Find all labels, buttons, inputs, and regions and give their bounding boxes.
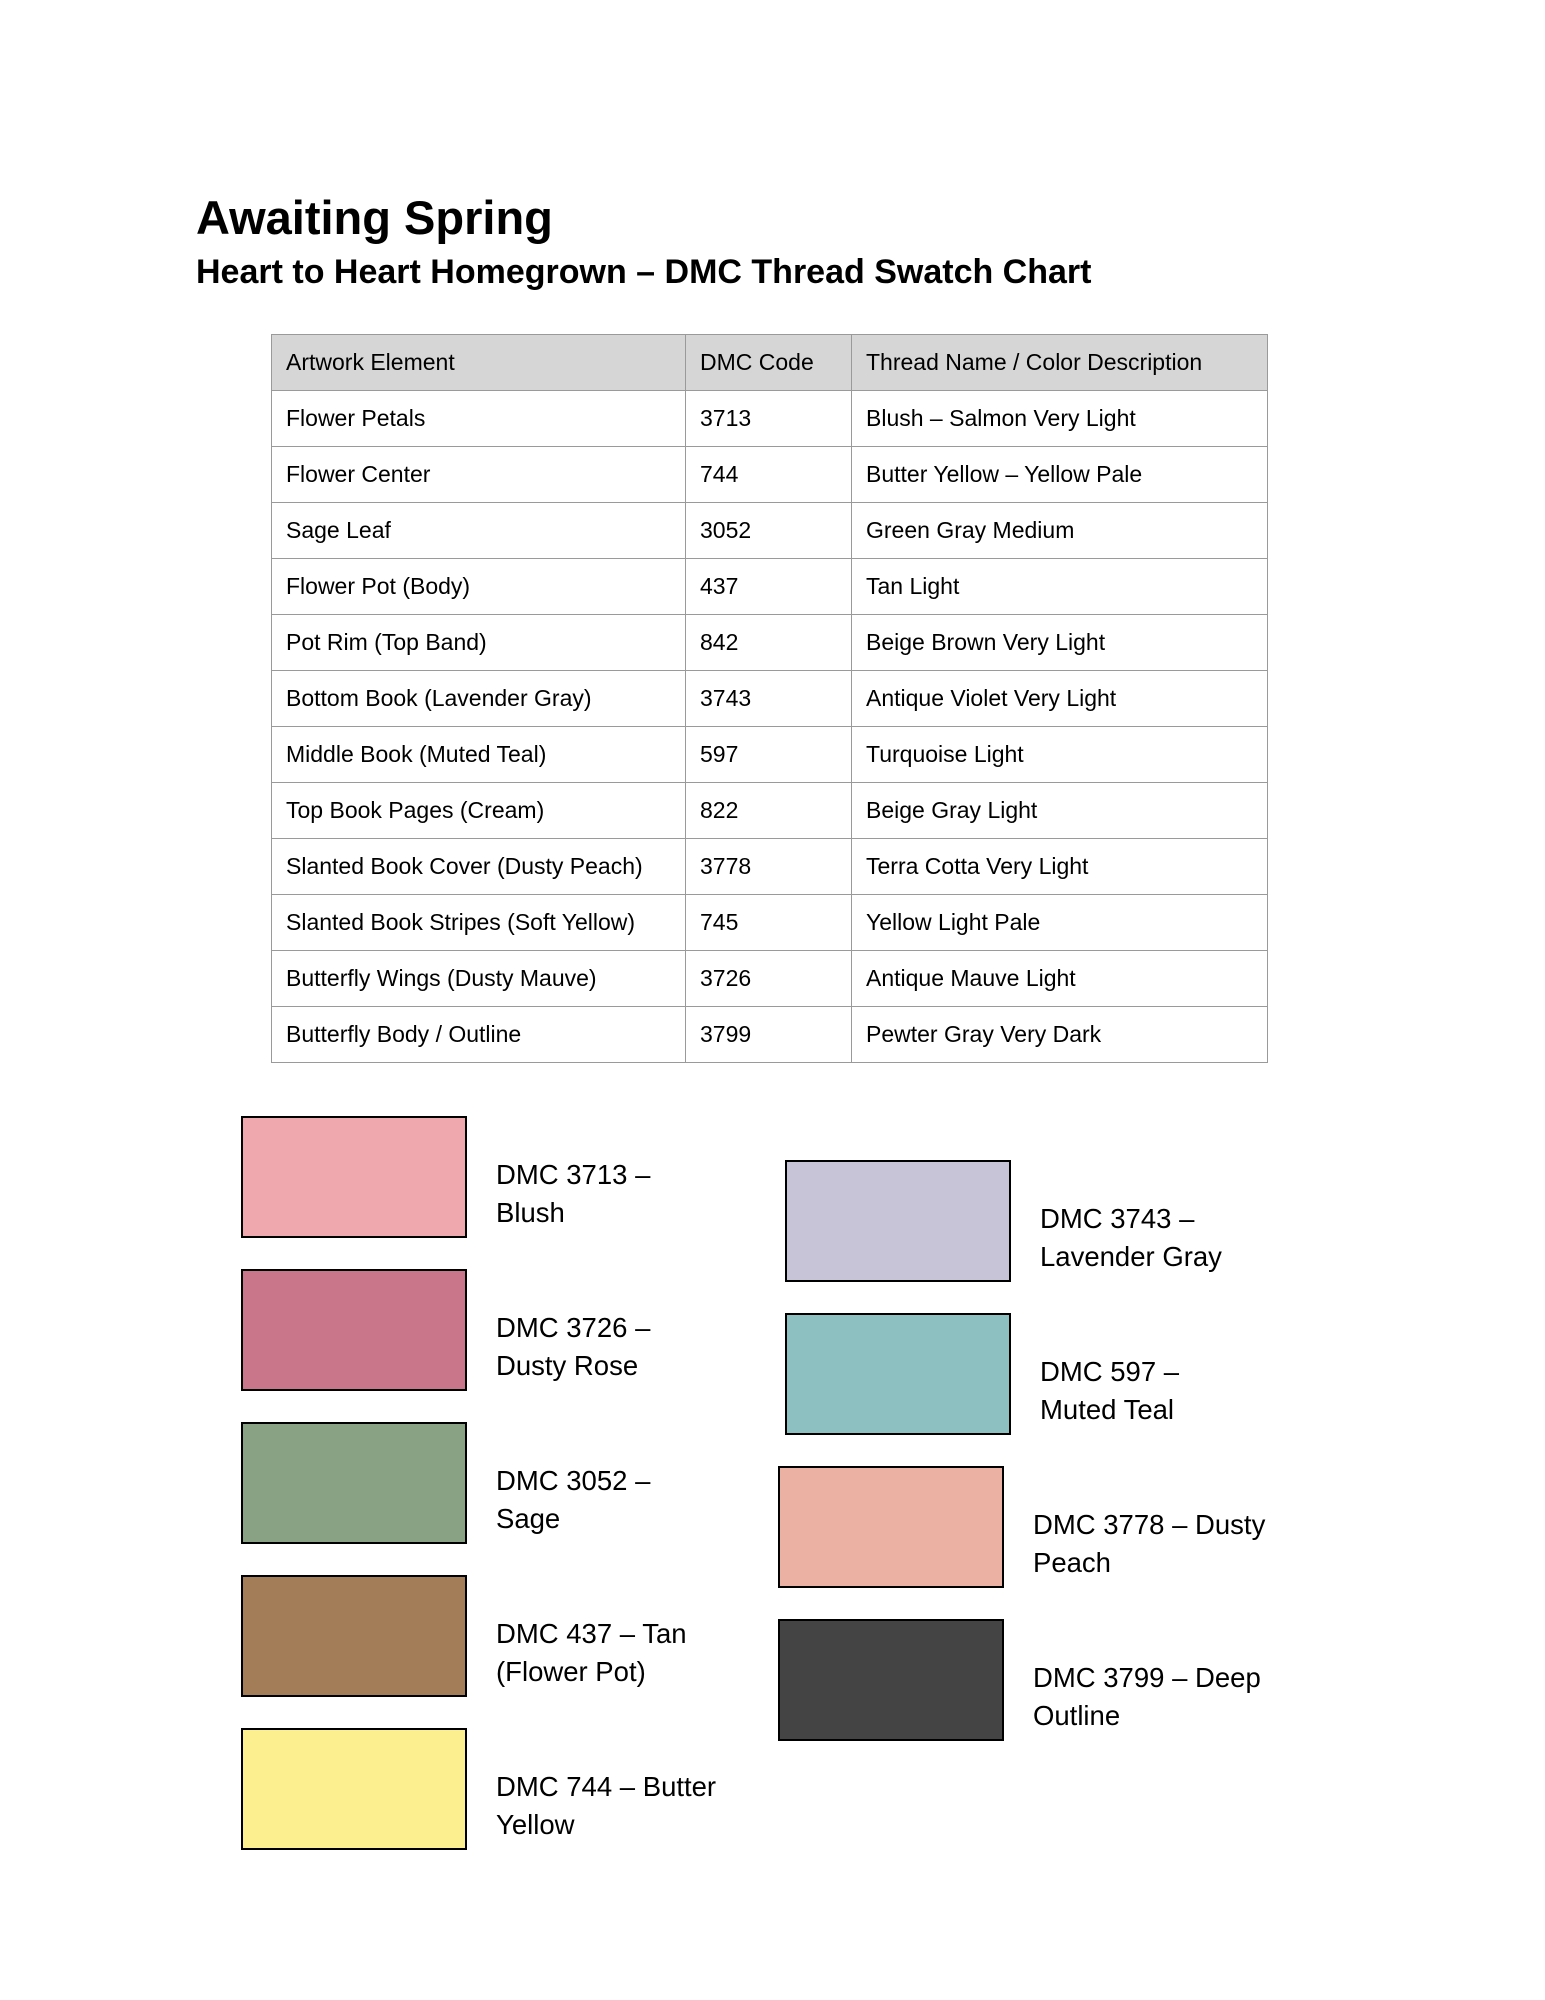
table-row xyxy=(272,951,1268,1007)
swatch-label xyxy=(496,1462,756,1538)
header-thread-name: Thread Name / Color Description xyxy=(852,335,1268,391)
swatch-label xyxy=(1040,1353,1300,1429)
swatch-label-line2: Dusty Rose xyxy=(496,1350,639,1381)
table-row xyxy=(272,559,1268,615)
cell-dmc-code: 3778 xyxy=(686,839,852,895)
table-row xyxy=(272,391,1268,447)
cell-thread-name: Beige Gray Light xyxy=(852,783,1268,839)
cell-dmc-code: 745 xyxy=(686,895,852,951)
cell-thread-name: Turquoise Light xyxy=(852,727,1268,783)
color-swatch xyxy=(241,1269,467,1391)
swatch-label-line2: Blush xyxy=(496,1197,565,1228)
swatch-label xyxy=(1033,1659,1293,1735)
swatch-label xyxy=(1033,1506,1293,1582)
table-header-row xyxy=(272,335,1268,391)
swatch-label-line1: DMC 3778 – Dusty xyxy=(1033,1509,1266,1540)
swatch-label-line2: (Flower Pot) xyxy=(496,1656,646,1687)
cell-thread-name: Blush – Salmon Very Light xyxy=(852,391,1268,447)
swatch-label-line2: Outline xyxy=(1033,1700,1121,1731)
color-swatch xyxy=(785,1313,1011,1435)
cell-thread-name: Pewter Gray Very Dark xyxy=(852,1007,1268,1063)
cell-artwork-element: Top Book Pages (Cream) xyxy=(272,783,686,839)
cell-dmc-code: 744 xyxy=(686,447,852,503)
cell-dmc-code: 822 xyxy=(686,783,852,839)
swatch-label xyxy=(1040,1200,1300,1276)
color-swatch xyxy=(241,1422,467,1544)
cell-thread-name: Antique Mauve Light xyxy=(852,951,1268,1007)
header-dmc-code: DMC Code xyxy=(686,335,852,391)
cell-dmc-code: 597 xyxy=(686,727,852,783)
cell-dmc-code: 3713 xyxy=(686,391,852,447)
cell-dmc-code: 437 xyxy=(686,559,852,615)
swatch-label-line1: DMC 3799 – Deep xyxy=(1033,1662,1261,1693)
cell-artwork-element: Slanted Book Stripes (Soft Yellow) xyxy=(272,895,686,951)
header-artwork-element: Artwork Element xyxy=(272,335,686,391)
swatch-label-line2: Lavender Gray xyxy=(1040,1241,1222,1272)
cell-thread-name: Antique Violet Very Light xyxy=(852,671,1268,727)
cell-dmc-code: 3799 xyxy=(686,1007,852,1063)
cell-dmc-code: 3743 xyxy=(686,671,852,727)
table-row xyxy=(272,671,1268,727)
color-swatch xyxy=(241,1728,467,1850)
cell-thread-name: Beige Brown Very Light xyxy=(852,615,1268,671)
color-swatch xyxy=(241,1575,467,1697)
table-row xyxy=(272,615,1268,671)
color-swatch xyxy=(778,1466,1004,1588)
swatch-label-line2: Peach xyxy=(1033,1547,1111,1578)
cell-thread-name: Tan Light xyxy=(852,559,1268,615)
cell-artwork-element: Flower Petals xyxy=(272,391,686,447)
cell-artwork-element: Flower Center xyxy=(272,447,686,503)
page-title: Awaiting Spring xyxy=(196,191,553,244)
swatch-label-line1: DMC 3052 – xyxy=(496,1465,651,1496)
thread-table xyxy=(271,334,1268,1063)
swatch-label-line2: Yellow xyxy=(496,1809,575,1840)
cell-dmc-code: 3726 xyxy=(686,951,852,1007)
table-row xyxy=(272,1007,1268,1063)
color-swatch xyxy=(778,1619,1004,1741)
cell-dmc-code: 842 xyxy=(686,615,852,671)
swatch-label-line1: DMC 744 – Butter xyxy=(496,1771,717,1802)
swatch-label-line2: Muted Teal xyxy=(1040,1394,1175,1425)
cell-thread-name: Yellow Light Pale xyxy=(852,895,1268,951)
swatch-label xyxy=(496,1156,756,1232)
cell-artwork-element: Butterfly Body / Outline xyxy=(272,1007,686,1063)
swatch-label-line1: DMC 3726 – xyxy=(496,1312,651,1343)
cell-dmc-code: 3052 xyxy=(686,503,852,559)
cell-artwork-element: Sage Leaf xyxy=(272,503,686,559)
swatch-label xyxy=(496,1768,756,1844)
cell-artwork-element: Flower Pot (Body) xyxy=(272,559,686,615)
swatch-label xyxy=(496,1615,756,1691)
swatch-label-line1: DMC 3743 – xyxy=(1040,1203,1195,1234)
swatch-label-line2: Sage xyxy=(496,1503,561,1534)
cell-artwork-element: Middle Book (Muted Teal) xyxy=(272,727,686,783)
cell-thread-name: Green Gray Medium xyxy=(852,503,1268,559)
page-subtitle: Heart to Heart Homegrown – DMC Thread Swatch Chart xyxy=(196,253,1092,291)
cell-thread-name: Butter Yellow – Yellow Pale xyxy=(852,447,1268,503)
table-row xyxy=(272,447,1268,503)
table-row xyxy=(272,839,1268,895)
table-row xyxy=(272,503,1268,559)
color-swatch xyxy=(241,1116,467,1238)
table-row xyxy=(272,895,1268,951)
cell-artwork-element: Bottom Book (Lavender Gray) xyxy=(272,671,686,727)
cell-artwork-element: Pot Rim (Top Band) xyxy=(272,615,686,671)
cell-artwork-element: Slanted Book Cover (Dusty Peach) xyxy=(272,839,686,895)
swatch-label xyxy=(496,1309,756,1385)
swatch-label-line1: DMC 437 – Tan xyxy=(496,1618,687,1649)
table-row xyxy=(272,783,1268,839)
cell-artwork-element: Butterfly Wings (Dusty Mauve) xyxy=(272,951,686,1007)
color-swatch xyxy=(785,1160,1011,1282)
cell-thread-name: Terra Cotta Very Light xyxy=(852,839,1268,895)
swatch-label-line1: DMC 3713 – xyxy=(496,1159,651,1190)
table-row xyxy=(272,727,1268,783)
swatch-label-line1: DMC 597 – xyxy=(1040,1356,1180,1387)
